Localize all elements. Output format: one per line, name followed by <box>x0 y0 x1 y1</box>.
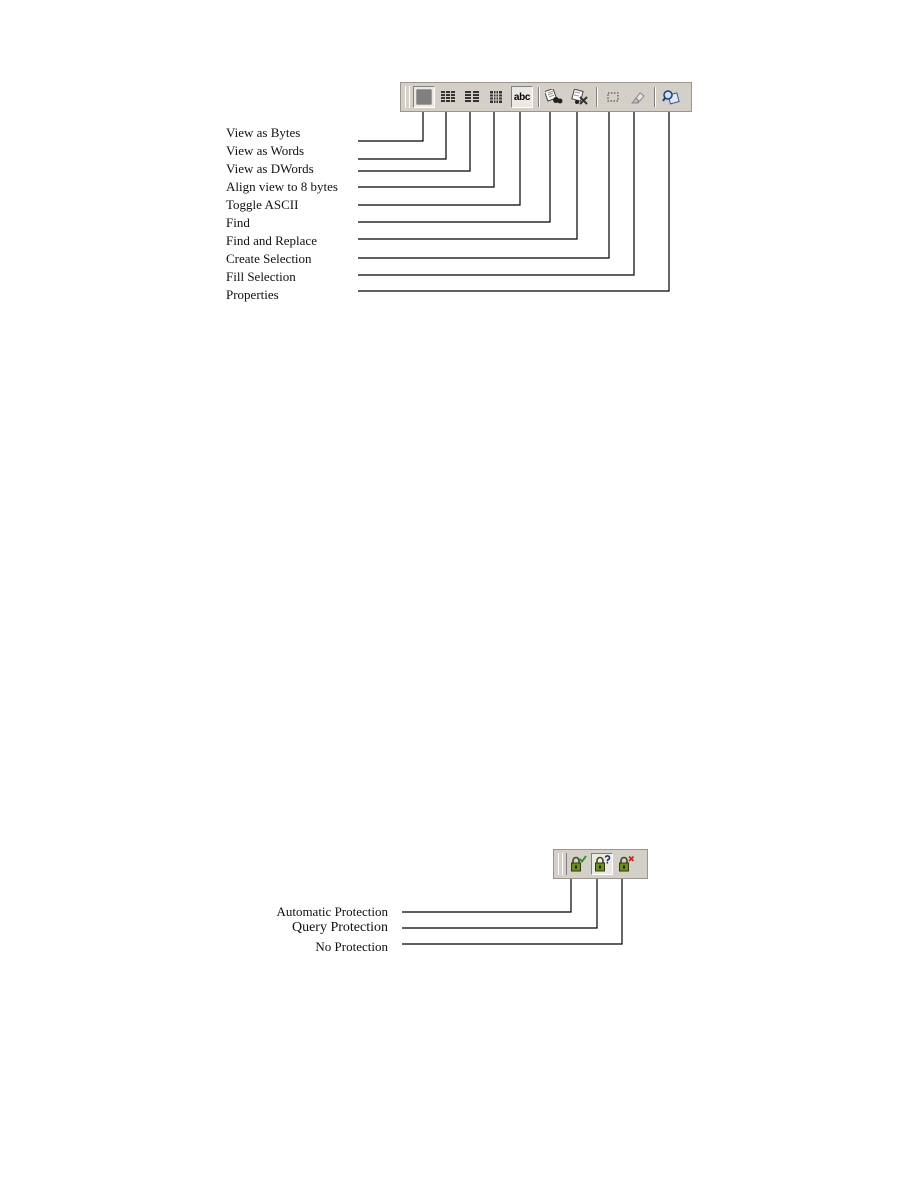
view-as-bytes-button[interactable] <box>413 86 435 108</box>
label-properties: Properties <box>226 287 279 302</box>
lock-check-icon <box>569 855 587 873</box>
label-find-and-replace: Find and Replace <box>226 233 317 248</box>
properties-magnifier-icon <box>662 89 680 105</box>
label-fill-selection: Fill Selection <box>226 269 296 284</box>
align-8-bytes-icon <box>488 89 504 105</box>
words-grid-icon <box>440 89 456 105</box>
label-automatic-protection: Automatic Protection <box>276 904 388 919</box>
find-replace-button[interactable] <box>569 86 591 108</box>
leader-line-toggle-ascii <box>358 112 520 205</box>
label-no-protection: No Protection <box>315 939 388 954</box>
selection-rectangle-icon <box>605 89 621 105</box>
align-view-8-bytes-button[interactable] <box>485 86 507 108</box>
bytes-grid-icon <box>416 89 432 105</box>
no-protection-button[interactable] <box>615 853 637 875</box>
leader-line-find <box>358 112 550 222</box>
find-button[interactable] <box>543 86 565 108</box>
leader-line-view-as-bytes <box>358 112 423 141</box>
label-align-view-8-bytes: Align view to 8 bytes <box>226 179 338 194</box>
dwords-grid-icon <box>464 89 480 105</box>
toggle-ascii-button[interactable] <box>511 86 533 108</box>
toolbar-separator <box>538 87 540 107</box>
leader-line-find-and-replace <box>358 112 577 239</box>
leader-line-align-view-8-bytes <box>358 112 494 187</box>
hex-view-toolbar <box>400 82 692 112</box>
leader-line-properties <box>358 112 669 291</box>
label-create-selection: Create Selection <box>226 251 312 266</box>
toolbar-separator <box>654 87 656 107</box>
label-view-as-dwords: View as DWords <box>226 161 314 176</box>
label-find: Find <box>226 215 250 230</box>
leader-line-query-protection <box>402 879 597 928</box>
label-view-as-bytes: View as Bytes <box>226 125 301 140</box>
eraser-fill-icon <box>630 89 646 105</box>
leader-line-view-as-words <box>358 112 446 159</box>
automatic-protection-button[interactable] <box>567 853 589 875</box>
query-protection-button[interactable] <box>591 853 613 875</box>
label-query-protection: Query Protection <box>291 920 388 935</box>
view-as-dwords-button[interactable] <box>461 86 483 108</box>
lock-question-icon <box>593 855 611 873</box>
label-view-as-words: View as Words <box>226 143 305 158</box>
find-replace-icon <box>571 89 589 105</box>
lock-x-icon <box>617 855 635 873</box>
find-binoculars-icon <box>545 89 563 105</box>
leader-line-create-selection <box>358 112 609 258</box>
leader-line-automatic-protection <box>402 879 571 912</box>
toolbar-separator <box>596 87 598 107</box>
properties-button[interactable] <box>660 86 682 108</box>
leader-line-no-protection <box>402 879 622 944</box>
view-as-words-button[interactable] <box>437 86 459 108</box>
leader-line-fill-selection <box>358 112 634 275</box>
abc-icon: abc <box>513 91 531 103</box>
fill-selection-button[interactable] <box>627 86 649 108</box>
protection-toolbar <box>553 849 648 879</box>
leader-line-view-as-dwords <box>358 112 470 171</box>
label-toggle-ascii: Toggle ASCII <box>226 197 299 212</box>
create-selection-button[interactable] <box>602 86 624 108</box>
